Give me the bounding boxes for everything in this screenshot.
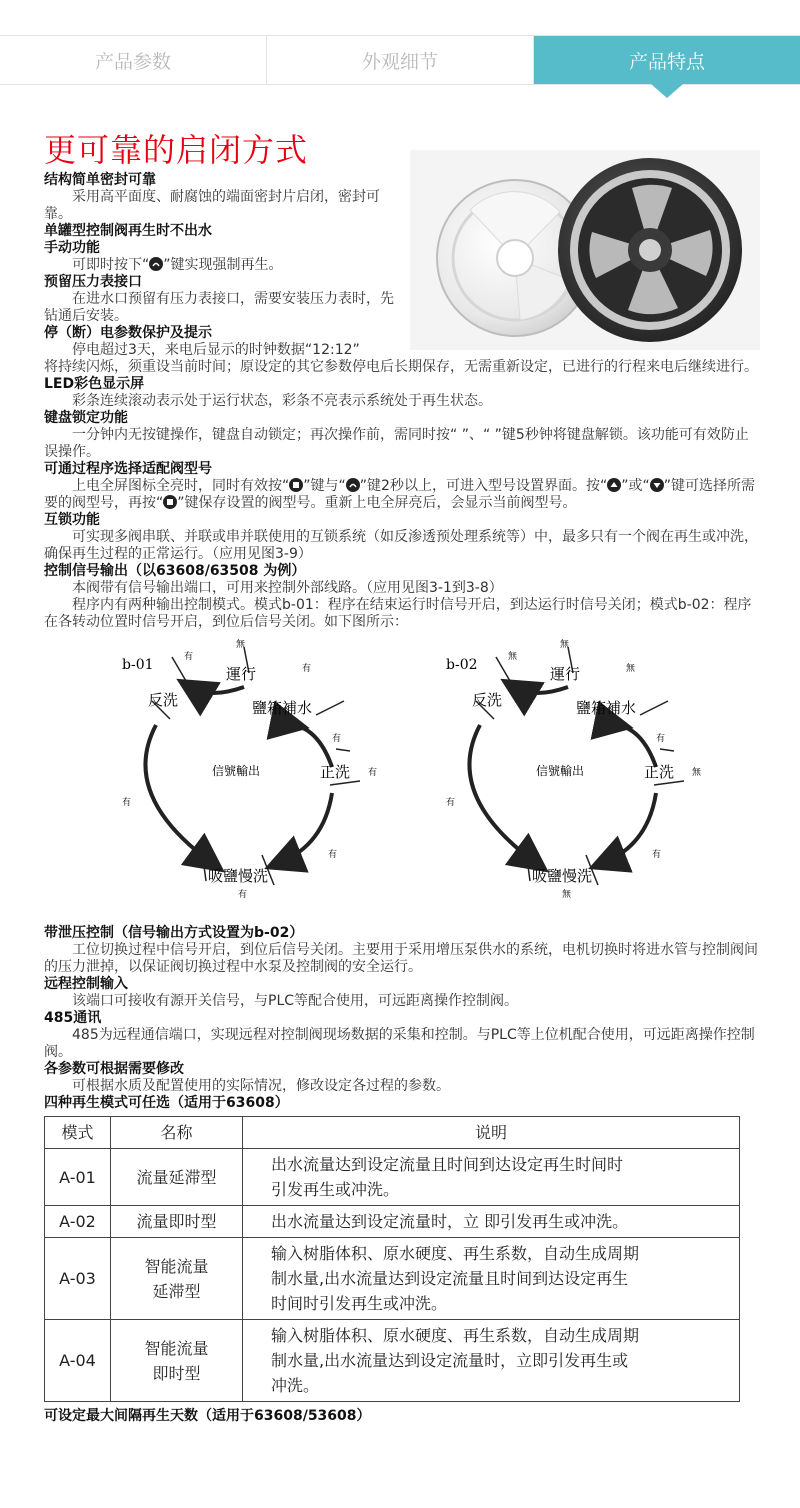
section-title: 485通讯 (44, 1010, 102, 1026)
tab-appearance-details[interactable]: 外观细节 (267, 36, 534, 84)
signal-mark: 無 (236, 640, 246, 650)
section-text: 本阀带有信号输出端口，可用来控制外部线路。（应用见图3-1到3-8） (72, 580, 503, 596)
section-title: 结构简单密封可靠 (44, 172, 156, 188)
station-brine-fill: 鹽箱補水 (576, 699, 637, 717)
up-key-icon (607, 478, 621, 492)
regen-key-icon (149, 257, 163, 271)
signal-mark: 有 (656, 734, 666, 744)
section-title: 键盘锁定功能 (44, 410, 128, 426)
feature-list (44, 172, 762, 1425)
table-row (45, 1238, 740, 1320)
section-text: 485为远程通信端口，实现远程对控制阀现场数据的采集和控制。与PLC等上位机配合使用，可远距离操作控制阀。 (44, 1027, 755, 1060)
section-title: 单罐型控制阀再生时不出水 (44, 223, 212, 239)
table-header: 模式 (45, 1117, 111, 1149)
section-text: 一分钟内无按键操作，键盘自动锁定；再次操作前，需同时按“ ”、“ ”键5秒钟将键盘解锁。该功能可有效防止误操作。 (44, 427, 749, 460)
station-brine-draw: 吸鹽慢洗 (208, 867, 269, 885)
mode-name: 流量延滞型 (111, 1149, 243, 1206)
station-backwash: 反洗 (472, 691, 503, 709)
diagram-b02 (394, 635, 724, 925)
regen-key-icon (346, 478, 360, 492)
menu-key-icon (163, 495, 177, 509)
section-title: 停（断）电参数保护及提示 (44, 325, 212, 341)
section-text: 采用高平面度、耐腐蚀的端面密封片启闭，密封可靠。 (44, 189, 380, 222)
table-row (45, 1320, 740, 1402)
station-brine-draw: 吸鹽慢洗 (532, 867, 593, 885)
signal-mark: 有 (332, 734, 342, 744)
table-row (45, 1206, 740, 1238)
signal-mark: 無 (508, 652, 518, 662)
tab-product-params[interactable]: 产品参数 (0, 36, 267, 84)
signal-mark: 有 (446, 798, 456, 808)
station-rinse: 正洗 (320, 763, 351, 781)
tab-product-features[interactable]: 产品特点 (534, 36, 800, 84)
mode-desc: 出水流量达到设定流量时，立 即引发再生或冲洗。 (243, 1206, 740, 1238)
section-title: 控制信号输出（以63608/63508 为例） (44, 563, 306, 579)
signal-mark: 有 (652, 850, 662, 860)
section-text: 该端口可接收有源开关信号，与PLC等配合使用，可远距离操作控制阀。 (72, 993, 519, 1009)
tab-bar (0, 35, 800, 85)
table-header-row (45, 1117, 740, 1149)
section-title: 互锁功能 (44, 512, 100, 528)
down-key-icon (650, 478, 664, 492)
section-text: 工位切换过程中信号开启，到位后信号关闭。主要用于采用增压泵供水的系统，电机切换时将进水管与控制阀间的压力泄掉，以保证阀切换过程中水泵及控制阀的安全运行。 (44, 942, 758, 975)
section-text: 可实现多阀串联、并联或串并联使用的互锁系统（如反渗透预处理系统等）中，最多只有一个阀在再生或冲洗，确保再生过程的正常运行。（应用见图3-9） (44, 529, 758, 562)
station-backwash: 反洗 (148, 691, 179, 709)
section-title: 手动功能 (44, 240, 100, 256)
section-title: 带泄压控制（信号输出方式设置为b-02） (44, 925, 304, 941)
table-row (45, 1149, 740, 1206)
section-text: 程序内有两种输出控制模式。模式b-01：程序在结束运行时信号开启，到达运行时信号关闭；模式b-02：程序在各转动位置时信号开启，到位后信号关闭。如下图所示： (44, 597, 752, 630)
mode-code: A-04 (45, 1320, 111, 1402)
section-title: 四种再生模式可任选（适用于63608） (44, 1095, 289, 1111)
center-label: 信號輸出 (212, 764, 261, 778)
station-rinse: 正洗 (644, 763, 675, 781)
mode-code: A-01 (45, 1149, 111, 1206)
signal-mark: 有 (238, 890, 248, 900)
mode-code: A-02 (45, 1206, 111, 1238)
signal-mark: 無 (692, 768, 702, 778)
page-title: 更可靠的启闭方式 (44, 131, 309, 169)
regen-modes-table (44, 1116, 740, 1402)
signal-output-diagrams (44, 635, 762, 925)
signal-mark: 有 (328, 850, 338, 860)
menu-key-icon (289, 478, 303, 492)
mode-desc: 出水流量达到设定流量且时间到达设定再生时间时 引发再生或冲洗。 (243, 1149, 740, 1206)
section-title: LED彩色显示屏 (44, 376, 145, 392)
station-run: 運行 (226, 665, 257, 683)
signal-mark: 有 (368, 768, 378, 778)
section-text: 停电超过3天，来电后显示的时钟数据“12:12” (72, 342, 360, 358)
section-title: 远程控制输入 (44, 976, 128, 992)
mode-desc: 输入树脂体积、原水硬度、再生系数，自动生成周期 制水量,出水流量达到设定流量时，立即引发再生或 冲洗。 (243, 1320, 740, 1402)
section-title: 可设定最大间隔再生天数（适用于63608/53608） (44, 1408, 371, 1424)
section-text: 彩条连续滚动表示处于运行状态，彩条不亮表示系统处于再生状态。 (72, 393, 492, 409)
mode-name: 智能流量 即时型 (111, 1320, 243, 1402)
diagram-label: b-01 (122, 657, 154, 673)
signal-mark: 有 (184, 652, 194, 662)
mode-desc: 输入树脂体积、原水硬度、再生系数，自动生成周期 制水量,出水流量达到设定流量且时间到达设定再生 时间时引发再生或冲洗。 (243, 1238, 740, 1320)
section-text: 将持续闪烁，须重设当前时间；原设定的其它参数停电后长期保存，无需重新设定，已进行的行程来电后继续进行。 (44, 359, 758, 375)
section-text: 可即时按下“ ”键实现强制再生。 (72, 257, 283, 273)
table-header: 说明 (243, 1117, 740, 1149)
section-title: 可通过程序选择适配阀型号 (44, 461, 212, 477)
mode-name: 智能流量 延滞型 (111, 1238, 243, 1320)
section-text: 在进水口预留有压力表接口，需要安装压力表时，先钻通后安装。 (44, 291, 394, 324)
signal-mark: 無 (562, 890, 572, 900)
signal-mark: 無 (560, 640, 570, 650)
section-text: 可根据水质及配置使用的实际情况，修改设定各过程的参数。 (72, 1078, 450, 1094)
section-title: 各参数可根据需要修改 (44, 1061, 184, 1077)
mode-name: 流量即时型 (111, 1206, 243, 1238)
signal-mark: 有 (122, 798, 132, 808)
diagram-label: b-02 (446, 657, 478, 673)
center-label: 信號輸出 (536, 764, 585, 778)
table-header: 名称 (111, 1117, 243, 1149)
diagram-b01 (94, 635, 424, 925)
mode-code: A-03 (45, 1238, 111, 1320)
section-title: 预留压力表接口 (44, 274, 142, 290)
station-run: 運行 (550, 665, 581, 683)
signal-mark: 無 (626, 664, 636, 674)
station-brine-fill: 鹽箱補水 (252, 699, 313, 717)
signal-mark: 有 (302, 664, 312, 674)
section-text: 上电全屏图标全亮时，同时有效按“ ”键与“ ”键2秒以上，可进入型号设置界面。按“ ”或“ ”键可选择所需要的阀型号，再按“ ”键保存设置的阀型号。重新上电全屏亮后，会显示当前阀型号。 (44, 478, 755, 511)
